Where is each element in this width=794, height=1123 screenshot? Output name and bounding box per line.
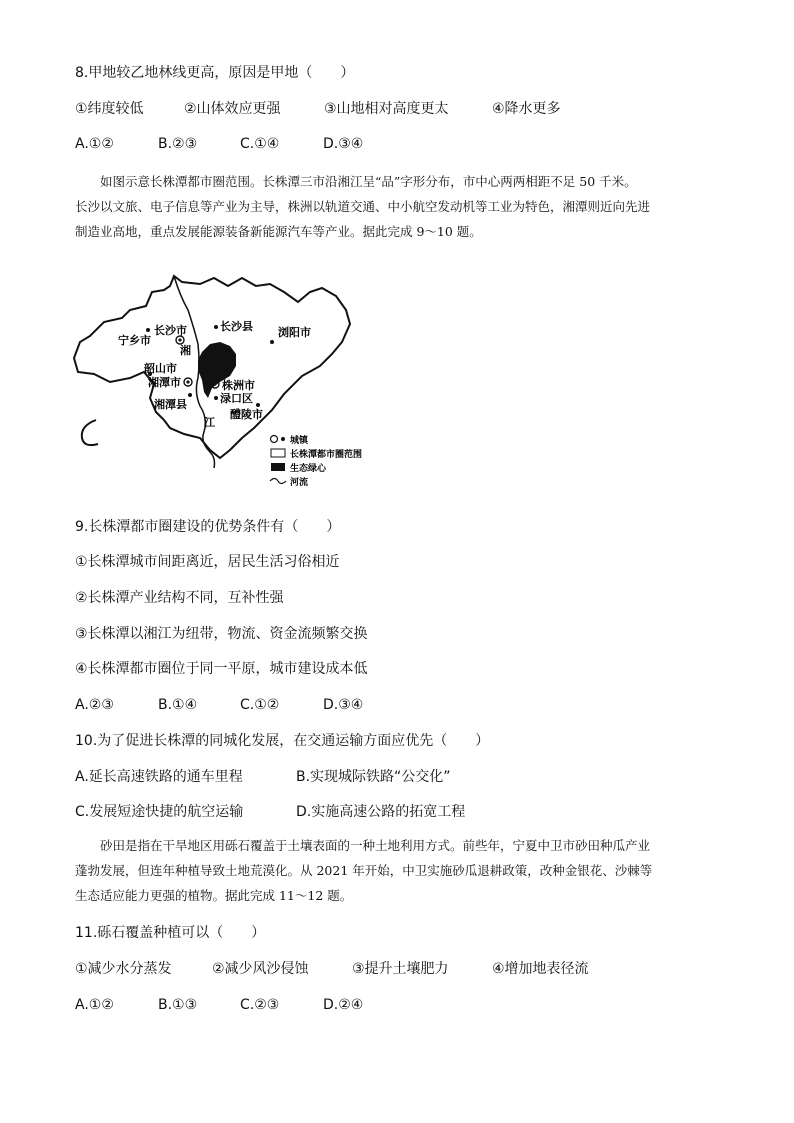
city-marker-dot bbox=[186, 380, 189, 383]
legend-metro-label: 长株潭都市圈范围 bbox=[290, 450, 363, 460]
q8-choice-a: A.①② bbox=[75, 136, 114, 152]
label-jiang: 江 bbox=[204, 416, 215, 429]
label-ningxiang: 宁乡市 bbox=[118, 334, 151, 347]
q11-choice-b: B.①③ bbox=[158, 997, 198, 1013]
q9-choice-b: B.①④ bbox=[158, 697, 198, 713]
q11-choices bbox=[75, 995, 475, 1015]
q11-choice-d: D.②④ bbox=[323, 997, 364, 1013]
label-shaoshan: 韶山市 bbox=[144, 362, 177, 375]
q10-stem: 10.为了促进长株潭的同城化发展，在交通运输方面应优先（ ） bbox=[75, 733, 490, 749]
label-liling: 醴陵市 bbox=[230, 408, 263, 421]
passage2-line: 砂田是指在干旱地区用砾石覆盖于土壤表面的一种土地利用方式。前些年，宁夏中卫市砂田种瓜产业 bbox=[100, 838, 651, 853]
q9-stem: 9.长株潭都市圈建设的优势条件有（ ） bbox=[75, 519, 341, 535]
q10-choice-d: D.实施高速公路的拓宽工程 bbox=[296, 804, 466, 820]
legend-river-icon bbox=[270, 479, 286, 484]
q10-choice-b: B.实现城际铁路“公交化” bbox=[296, 769, 451, 785]
label-zhuzhou: 株洲市 bbox=[222, 379, 255, 392]
river-mark bbox=[82, 420, 98, 445]
label-liuyang: 浏阳市 bbox=[278, 326, 311, 339]
q11-item: ②减少风沙侵蚀 bbox=[212, 961, 309, 977]
q8-item: ③山地相对高度更太 bbox=[324, 101, 449, 117]
city-marker-dot bbox=[178, 338, 181, 341]
q11-item: ③提升土壤肥力 bbox=[352, 961, 449, 977]
legend-town-label: 城镇 bbox=[290, 436, 309, 446]
legend-town-dot bbox=[281, 437, 285, 441]
q9-choice-a: A.②③ bbox=[75, 697, 114, 713]
q10-choice-c: C.发展短途快捷的航空运输 bbox=[75, 804, 244, 820]
q10-choices-row2 bbox=[75, 802, 575, 822]
q11-items bbox=[75, 959, 735, 979]
label-xiangtan-county: 湘潭县 bbox=[154, 398, 187, 411]
q8-choices bbox=[75, 134, 475, 154]
q8-item: ①纬度较低 bbox=[75, 101, 144, 117]
q10-choices-row1 bbox=[75, 767, 575, 787]
town-dot bbox=[188, 393, 192, 397]
q9-item: ④长株潭都市圈位于同一平原，城市建设成本低 bbox=[75, 661, 368, 677]
q9-item: ①长株潭城市间距离近，居民生活习俗相近 bbox=[75, 554, 340, 570]
passage1-line: 长沙以文旅、电子信息等产业为主导，株洲以轨道交通、中小航空发动机等工业为特色，湘潭则近向先进 bbox=[75, 199, 651, 214]
passage2-line: 生态适应能力更强的植物。据此完成 11～12 题。 bbox=[75, 888, 353, 903]
passage1-line: 制造业高地，重点发展能源装备新能源汽车等产业。据此完成 9～10 题。 bbox=[75, 224, 482, 239]
q8-choice-b: B.②③ bbox=[158, 136, 198, 152]
q9-choices bbox=[75, 695, 475, 715]
q11-item: ④增加地表径流 bbox=[492, 961, 589, 977]
town-dot bbox=[270, 340, 274, 344]
legend-green-heart-icon bbox=[271, 463, 285, 471]
q11-stem: 11.砾石覆盖种植可以（ ） bbox=[75, 925, 266, 941]
q9-item: ③长株潭以湘江为纽带，物流、资金流频繁交换 bbox=[75, 626, 368, 642]
legend-green-heart-label: 生态绿心 bbox=[290, 464, 327, 474]
town-dot bbox=[146, 328, 150, 332]
legend-metro-icon bbox=[271, 449, 285, 457]
q10-choice-a: A.延长高速铁路的通车里程 bbox=[75, 769, 243, 785]
passage2-line: 蓬勃发展，但连年种植导致土地荒漠化。从 2021 年开始，中卫实施砂瓜退耕政策，改种金银花、沙棘等 bbox=[75, 863, 653, 878]
map-legend bbox=[270, 434, 362, 488]
q8-choice-d: D.③④ bbox=[323, 136, 364, 152]
label-changsha-county: 长沙县 bbox=[220, 320, 253, 333]
q11-choice-a: A.①② bbox=[75, 997, 114, 1013]
q8-stem: 8.甲地较乙地林线更高，原因是甲地（ ） bbox=[75, 65, 355, 81]
q9-item: ②长株潭产业结构不同，互补性强 bbox=[75, 590, 284, 606]
label-changsha-city: 长沙市 bbox=[154, 324, 187, 337]
q8-items bbox=[75, 99, 735, 119]
city-marker-dot bbox=[213, 382, 216, 385]
town-dot bbox=[214, 396, 218, 400]
passage1-line: 如图示意长株潭都市圈范围。长株潭三市沿湘江呈“品”字形分布，市中心两两相距不足 50 千米。 bbox=[100, 174, 637, 189]
q9-choice-d: D.③④ bbox=[323, 697, 364, 713]
town-dot bbox=[214, 325, 218, 329]
q8-item: ②山体效应更强 bbox=[184, 101, 281, 117]
q11-item: ①减少水分蒸发 bbox=[75, 961, 172, 977]
q8-choice-c: C.①④ bbox=[240, 136, 280, 152]
q9-choice-c: C.①② bbox=[240, 697, 280, 713]
label-lukou: 渌口区 bbox=[220, 392, 253, 405]
town-dot bbox=[256, 403, 260, 407]
legend-river-label: 河流 bbox=[290, 478, 309, 488]
label-xiangtan-city: 湘潭市 bbox=[148, 376, 181, 389]
q11-choice-c: C.②③ bbox=[240, 997, 280, 1013]
legend-town-icon bbox=[271, 436, 278, 443]
changzhutan-map bbox=[70, 262, 390, 494]
label-xiang: 湘 bbox=[180, 344, 191, 357]
q8-item: ④降水更多 bbox=[492, 101, 561, 117]
